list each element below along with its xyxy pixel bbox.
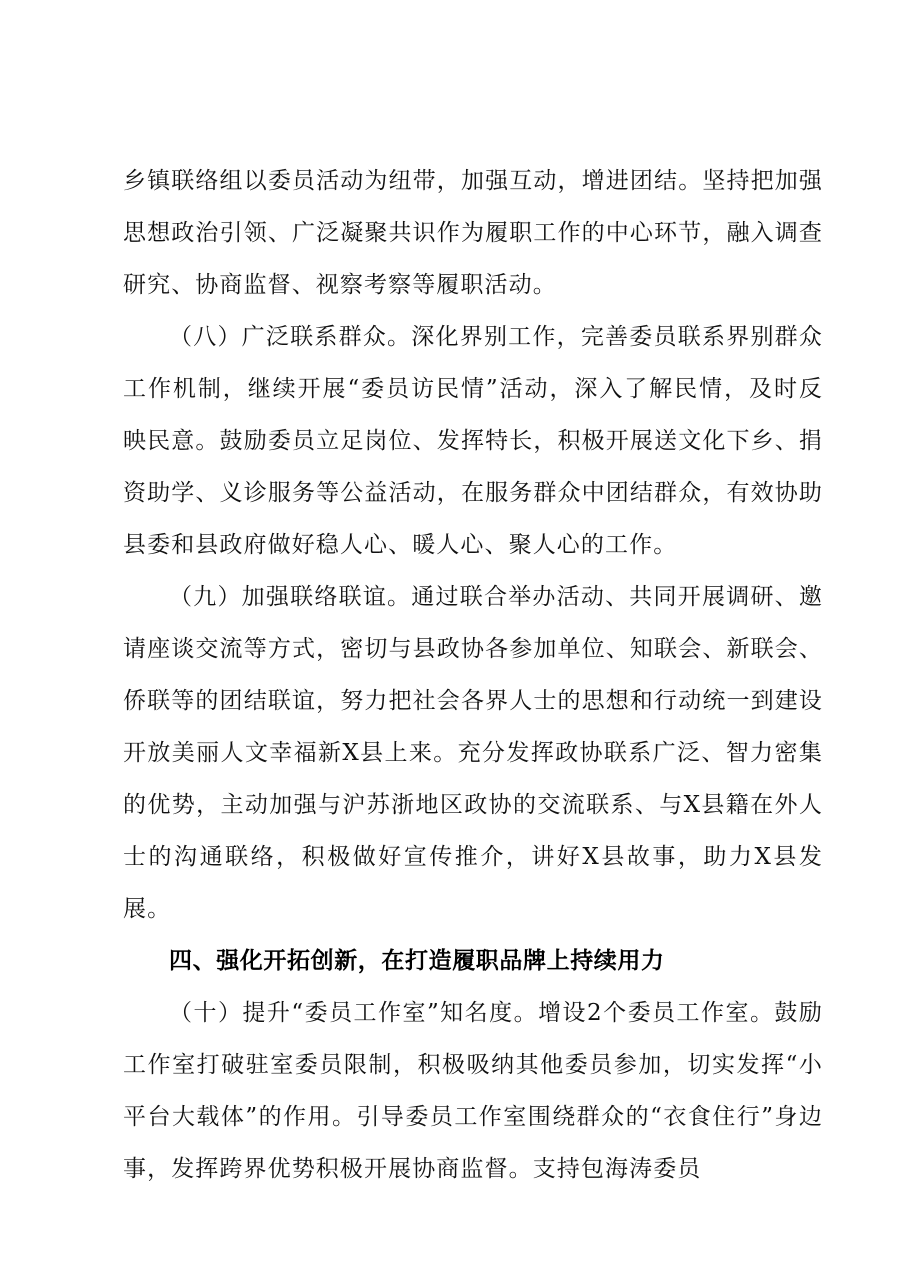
document-body [123, 155, 823, 1195]
paragraph-section-10: （十）提升“委员工作室”知名度。增设2个委员工作室。鼓励工作室打破驻室委员限制，积极吸纳其他委员参加，切实发挥“小平台大载体”的作用。引导委员工作室围绕群众的“衣食住行”身边事，发挥跨界优势积极开展协商监督。支持包海涛委员 [123, 1000, 823, 1182]
paragraph-section-8: （八）广泛联系群众。深化界别工作，完善委员联系界别群众工作机制，继续开展“委员访民情”活动，深入了解民情，及时反映民意。鼓励委员立足岗位、发挥特长，积极开展送文化下乡、捐资助学、义诊服务等公益活动，在服务群众中团结群众，有效协助县委和县政府做好稳人心、暖人心、聚人心的工作。 [123, 324, 823, 558]
paragraph-section-9: （九）加强联络联谊。通过联合举办活动、共同开展调研、邀请座谈交流等方式，密切与县政协各参加单位、知联会、新联会、侨联等的团结联谊，努力把社会各界人士的思想和行动统一到建设开放美丽人文幸福新X县上来。充分发挥政协联系广泛、智力密集的优势，主动加强与沪苏浙地区政协的交流联系、与X县籍在外人士的沟通联络，积极做好宣传推介，讲好X县故事，助力X县发展。 [123, 584, 823, 922]
paragraph-continuation: 乡镇联络组以委员活动为纽带，加强互动，增进团结。坚持把加强思想政治引领、广泛凝聚共识作为履职工作的中心环节，融入调查研究、协商监督、视察考察等履职活动。 [123, 168, 823, 298]
section-heading-4: 四、强化开拓创新，在打造履职品牌上持续用力 [169, 948, 665, 974]
